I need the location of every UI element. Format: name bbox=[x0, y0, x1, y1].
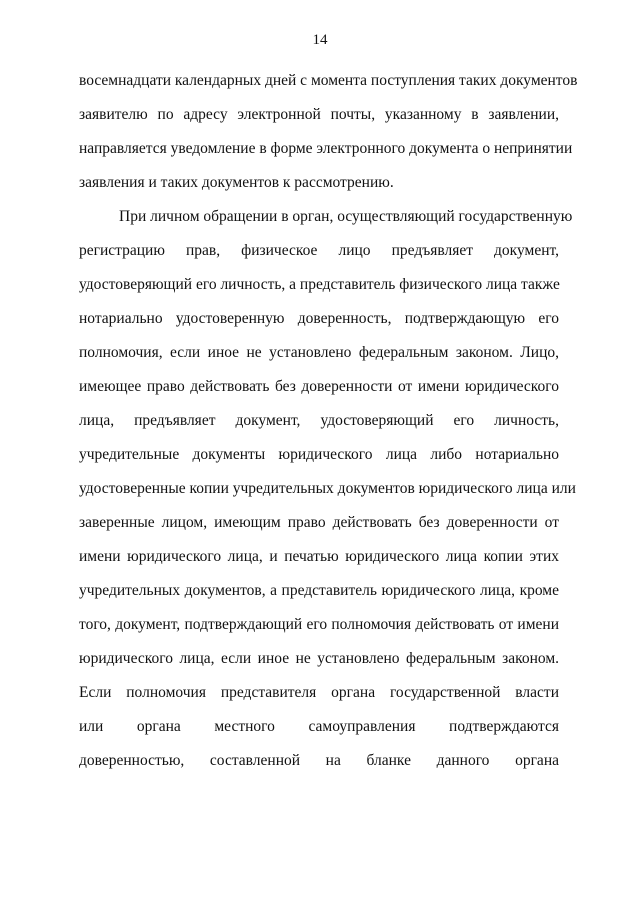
text-line: полномочия, если иное не установлено федеральным законом. Лицо, bbox=[79, 344, 559, 361]
text-line: направляется уведомление в форме электронного документа о непринятии bbox=[79, 140, 573, 157]
text-line: регистрацию прав, физическое лицо предъявляет документ, bbox=[79, 242, 559, 259]
text-line: учредительных документов, а представитель юридического лица, кроме bbox=[79, 582, 559, 599]
text-line: доверенностью, составленной на бланке данного органа bbox=[79, 752, 559, 769]
text-line: заверенные лицом, имеющим право действовать без доверенности от bbox=[79, 514, 559, 531]
text-line: юридического лица, если иное не установлено федеральным законом. bbox=[79, 650, 559, 667]
text-line: или органа местного самоуправления подтверждаются bbox=[79, 718, 559, 735]
text-line: нотариально удостоверенную доверенность, подтверждающую его bbox=[79, 310, 559, 327]
text-line: лица, предъявляет документ, удостоверяющий его личность, bbox=[79, 412, 559, 429]
paragraph-first-line: При личном обращении в орган, осуществляющий государственную bbox=[119, 208, 573, 225]
text-line: имеющее право действовать без доверенности от имени юридического bbox=[79, 378, 559, 395]
text-line: удостоверенные копии учредительных документов юридического лица или bbox=[79, 480, 576, 497]
text-line: заявителю по адресу электронной почты, указанному в заявлении, bbox=[79, 106, 559, 123]
text-line: восемнадцати календарных дней с момента поступления таких документов bbox=[79, 72, 578, 89]
document-body bbox=[79, 70, 578, 784]
text-line: удостоверяющий его личность, а представитель физического лица также bbox=[79, 276, 560, 293]
page-number: 14 bbox=[312, 32, 328, 48]
text-line: имени юридического лица, и печатью юридического лица копии этих bbox=[79, 548, 559, 565]
text-line: заявления и таких документов к рассмотрению. bbox=[79, 174, 394, 191]
text-line: Если полномочия представителя органа государственной власти bbox=[79, 684, 559, 701]
text-line: того, документ, подтверждающий его полномочия действовать от имени bbox=[79, 616, 559, 633]
text-line: учредительные документы юридического лица либо нотариально bbox=[79, 446, 559, 463]
